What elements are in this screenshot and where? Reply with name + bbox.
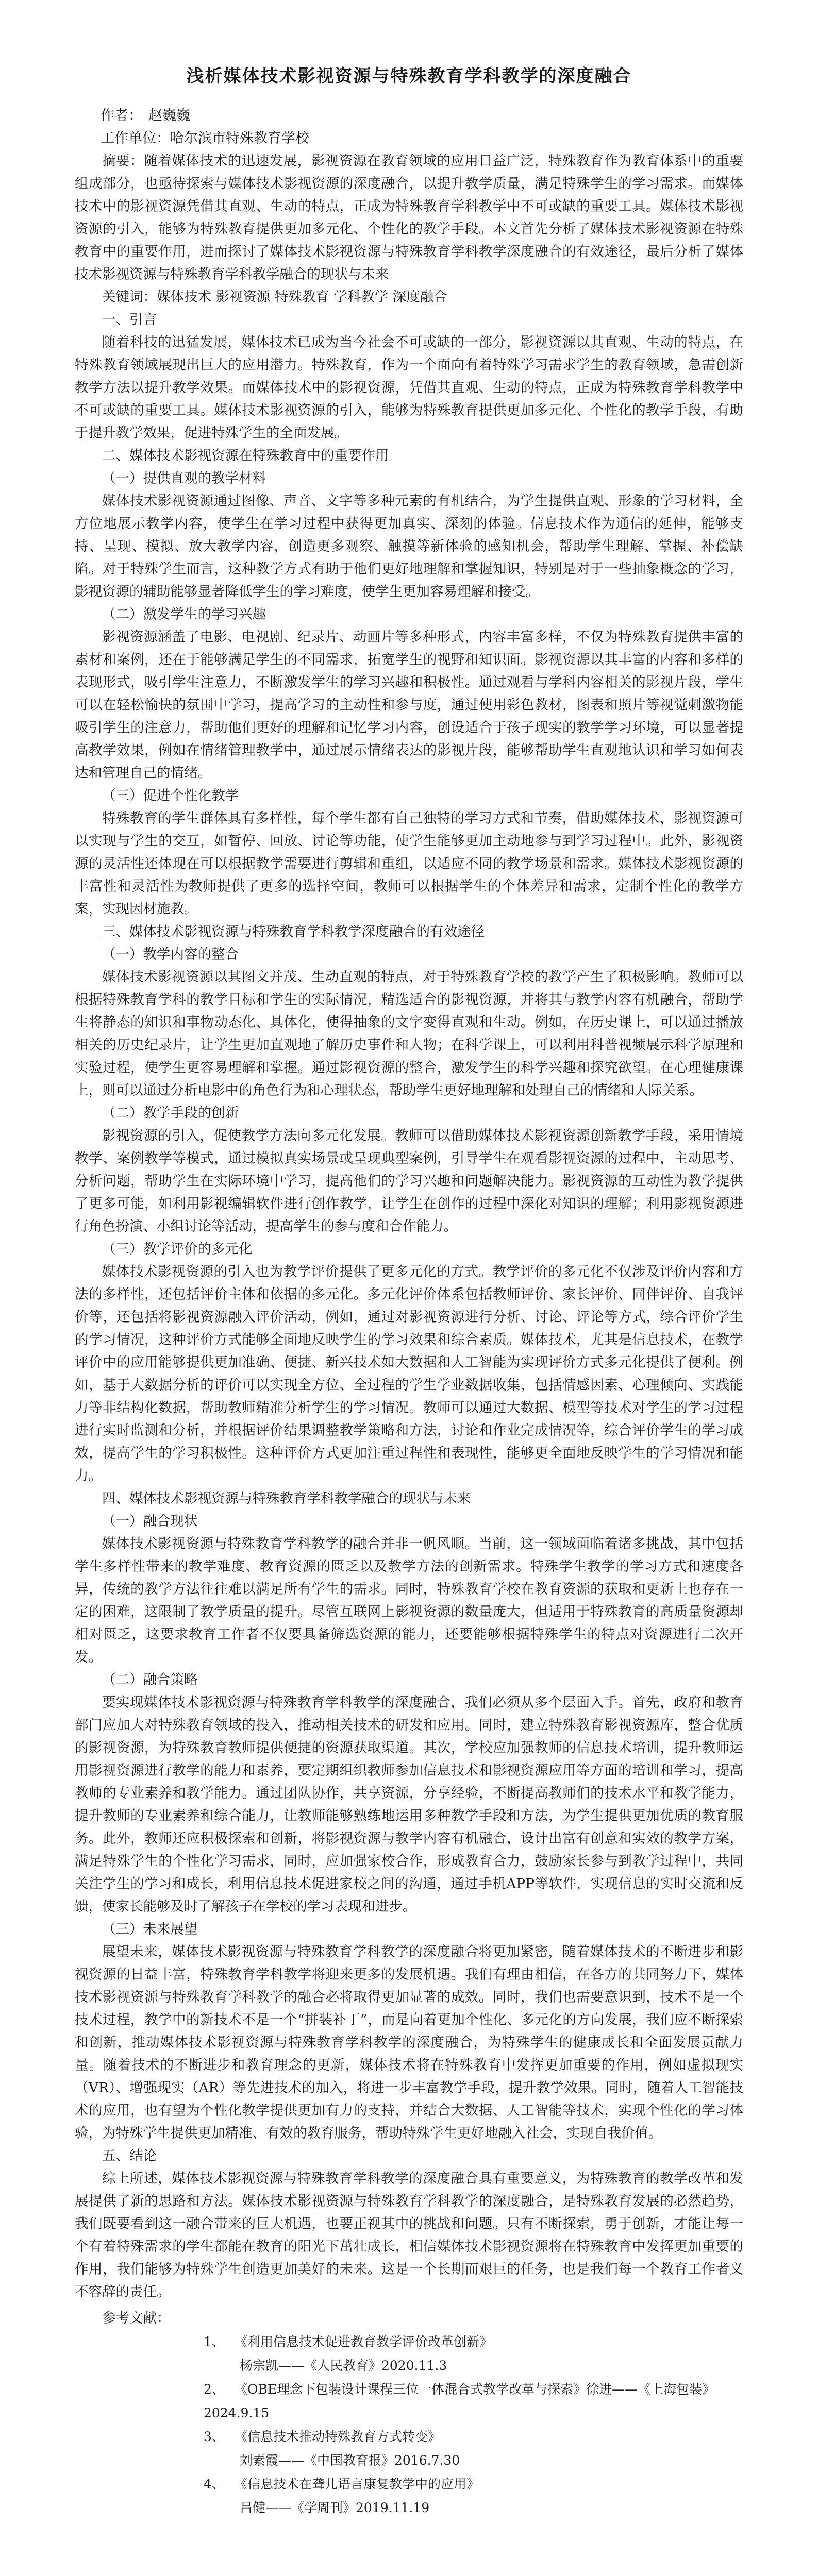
section-heading: 四、媒体技术影视资源与特殊教育学科教学融合的现状与未来 — [102, 1490, 471, 1506]
unit-name: 哈尔滨市特殊教育学校 — [170, 130, 309, 146]
body-paragraph: 媒体技术影视资源与特殊教育学科教学的融合并非一帆风顺。当前，这一领域面临着诸多挑战，其中包括学生多样性带来的教学难度、教育资源的匮乏以及教学方法的创新需求。特殊学生教学的学习方式和速度各异，传统的教学方法往往难以满足所有学生的需求。同时，特殊教育学校在教育资源的获取和更新上也存在一定的困难，这限制了教学质量的提升。尽管互联网上影视资源的数量庞大，但适用于特殊教育的高质量资源却相对匮乏，这要求教育工作者不仅要具备筛选资源的能力，还要能够根据特殊学生的特点对资源进行二次开发。 — [75, 1536, 743, 1665]
reference-source: 吕健——《学周刊》2019.11.19 — [240, 2500, 430, 2515]
subsection-heading: （一）教学内容的整合 — [102, 946, 239, 962]
author-name: 赵巍巍 — [148, 108, 190, 124]
page-title: 浅析媒体技术影视资源与特殊教育学科教学的深度融合 — [186, 66, 632, 87]
reference-number: 2、 — [204, 2382, 225, 2397]
reference-item — [75, 2378, 743, 2425]
abstract: 摘要：随着媒体技术的迅速发展，影视资源在教育领域的应用日益广泛，特殊教育作为教育体系中的重要组成部分，也亟待探索与媒体技术影视资源的深度融合，以提升教学质量，满足特殊学生的学习需求。而媒体技术中的影视资源凭借其直观、生动的特点，正成为特殊教育学科教学中不可或缺的重要工具。媒体技术影视资源的引入，能够为特殊教育提供更加多元化、个性化的教学手段。本文首先分析了媒体技术影视资源在特殊教育中的重要作用，进而探讨了媒体技术影视资源与特殊教育学科教学深度融合的有效途径，最后分析了媒体技术影视资源与特殊教育学科教学融合的现状与未来 — [75, 153, 743, 282]
body-paragraph: 媒体技术影视资源以其图文并茂、生动直观的特点，对于特殊教育学校的教学产生了积极影响。教师可以根据特殊教育学科的教学目标和学生的实际情况，精选适合的影视资源，并将其与教学内容有机融合，帮助学生将静态的知识和事物动态化、具体化，使得抽象的文字变得直观和生动。例如，在历史课上，可以通过播放相关的历史纪录片，让学生更加直观地了解历史事件和人物；在科学课上，可以利用科普视频展示科学原理和实验过程，使学生更容易理解和掌握。通过影视资源的整合，激发学生的科学兴趣和探究欲望。在心理健康课上，则可以通过分析电影中的角色行为和心理状态，帮助学生更好地理解和处理自己的情绪和人际关系。 — [75, 969, 743, 1098]
subsection-heading: （二）融合策略 — [102, 1672, 198, 1688]
reference-source: 杨宗凯——《人民教育》2020.11.3 — [240, 2358, 447, 2373]
subsection-heading: （三）促进个性化教学 — [102, 788, 239, 804]
section-heading: 五、结论 — [102, 2148, 157, 2164]
reference-item — [75, 2425, 743, 2472]
keywords: 关键词：媒体技术 影视资源 特殊教育 学科教学 深度融合 — [102, 289, 447, 305]
subsection-heading: （一）融合现状 — [102, 1513, 198, 1529]
reference-title: 《信息技术推动特殊教育方式转变》 — [235, 2429, 441, 2444]
section-heading: 二、媒体技术影视资源在特殊教育中的重要作用 — [102, 448, 389, 464]
reference-title: 《利用信息技术促进教育教学评价改革创新》 — [235, 2334, 493, 2349]
body-content — [75, 309, 743, 2303]
reference-number: 1、 — [204, 2334, 225, 2349]
body-paragraph: 随着科技的迅猛发展，媒体技术已成为当今社会不可或缺的一部分，影视资源以其直观、生动的特点，在特殊教育领域展现出巨大的应用潜力。特殊教育，作为一个面向有着特殊学习需求学生的教育领域，急需创新教学方法以提升教学效果。而媒体技术中的影视资源，凭借其直观、生动的特点，正成为特殊教育学科教学中不可或缺的重要工具。媒体技术影视资源的引入，能够为特殊教育提供更加多元化、个性化的教学手段，有助于提升教学效果，促进特殊学生的全面发展。 — [75, 334, 743, 441]
subsection-heading: （三）教学评价的多元化 — [102, 1241, 253, 1257]
body-paragraph: 综上所述，媒体技术影视资源与特殊教育学科教学的深度融合具有重要意义，为特殊教育的教学改革和发展提供了新的思路和方法。媒体技术影视资源与特殊教育学科教学的深度融合，是特殊教育发展的必然趋势，我们既要看到这一融合带来的巨大机遇，也要正视其中的挑战和问题。只有不断探索，勇于创新，才能让每一个有着特殊需求的学生都能在教育的阳光下茁壮成长，相信媒体技术影视资源将在特殊教育中发挥更加重要的作用，我们能够为特殊学生创造更加美好的未来。这是一个长期而艰巨的任务，也是我们每一个教育工作者义不容辞的责任。 — [75, 2171, 743, 2300]
reference-item — [75, 2330, 743, 2378]
section-heading: 一、引言 — [102, 312, 157, 328]
references-title: 参考文献： — [102, 2310, 171, 2326]
reference-title: 《OBE理念下包装设计课程三位一体混合式教学改革与探索》徐进——《上海包装》2024.9.15 — [204, 2382, 715, 2420]
reference-number: 3、 — [204, 2429, 225, 2444]
unit-label: 工作单位： — [101, 130, 170, 146]
body-paragraph: 特殊教育的学生群体具有多样性，每个学生都有自己独特的学习方式和节奏，借助媒体技术，影视资源可以实现与学生的交互，如暂停、回放、讨论等功能，使学生能够更加主动地参与到学习过程中。此外，影视资源的灵活性还体现在可以根据教学需要进行剪辑和重组，以适应不同的教学场景和需求。媒体技术影视资源的丰富性和灵活性为教师提供了更多的选择空间，教师可以根据学生的个体差异和需求，定制个性化的教学方案，实现因材施教。 — [75, 810, 743, 917]
reference-source: 刘素霞——《中国教育报》2016.7.30 — [240, 2453, 460, 2468]
reference-number: 4、 — [204, 2477, 225, 2492]
reference-list — [75, 2330, 743, 2520]
references — [75, 2307, 743, 2520]
reference-title: 《信息技术在聋儿语言康复教学中的应用》 — [235, 2477, 480, 2492]
subsection-heading: （二）教学手段的创新 — [102, 1105, 239, 1121]
body-paragraph: 影视资源的引入，促使教学方法向多元化发展。教师可以借助媒体技术影视资源创新教学手段，采用情境教学、案例教学等模式，通过模拟真实场景或呈现典型案例，引导学生在观看影视资源的过程中，主动思考、分析问题，帮助学生在实际环境中学习，提高他们的学习兴趣和问题解决能力。影视资源的互动性为教学提供了更多可能，如利用影视编辑软件进行创作教学，让学生在创作的过程中深化对知识的理解；利用影视资源进行角色扮演、小组讨论等活动，提高学生的参与度和合作能力。 — [75, 1128, 743, 1234]
body-paragraph: 媒体技术影视资源的引入也为教学评价提供了更多元化的方式。教学评价的多元化不仅涉及评价内容和方法的多样性，还包括评价主体和依据的多元化。多元化评价体系包括教师评价、家长评价、同伴评价、自我评价等，还包括将影视资源融入评价活动，例如，通过对影视资源进行分析、讨论、评论等方式，综合评价学生的学习情况，这种评价方式能够全面地反映学生的学习效果和综合素质。媒体技术，尤其是信息技术，在教学评价中的应用能够提供更加准确、便捷、新兴技术如大数据和人工智能为实现评价方式多元化提供了便利。例如，基于大数据分析的评价可以实现全方位、全过程的学生学业数据收集，包括情感因素、心理倾向、实践能力等非结构化数据，帮助教师精准分析学生的学习情况。教师可以通过大数据、模型等技术对学生的学习过程进行实时监测和分析，并根据评价结果调整教学策略和方法，讨论和作业完成情况等，综合评价学生的学习成效，提高学生的学习积极性。这种评价方式更加注重过程性和表现性，能够更全面地反映学生的学习情况和能力。 — [75, 1264, 743, 1484]
subsection-heading: （二）激发学生的学习兴趣 — [102, 606, 266, 622]
subsection-heading: （三）未来展望 — [102, 1921, 198, 1937]
subsection-heading: （一）提供直观的教学材料 — [102, 470, 266, 486]
author-line — [101, 105, 743, 127]
reference-item — [75, 2472, 743, 2520]
body-paragraph: 展望未来，媒体技术影视资源与特殊教育学科教学的深度融合将更加紧密，随着媒体技术的不断进步和影视资源的日益丰富，特殊教育学科教学将迎来更多的发展机遇。我们有理由相信，在各方的共同努力下，媒体技术影视资源与特殊教育学科教学的融合必将取得更加显著的成效。同时，我们也需要意识到，技术不是一个技术过程，教学中的新技术不是一个“拼装补丁”，而是向着更加个性化、多元化的方向发展，我们应不断探索和创新，推动媒体技术影视资源与特殊教育学科教学的深度融合，为特殊学生的健康成长和全面发展贡献力量。随着技术的不断进步和教育理念的更新，媒体技术将在特殊教育中发挥更加重要的作用，例如虚拟现实（VR）、增强现实（AR）等先进技术的加入，将进一步丰富教学手段，提升教学效果。同时，随着人工智能技术的应用，也有望为个性化教学提供更加有力的支持，并结合大数据、人工智能等技术，实现个性化的学习体验，为特殊学生提供更加精准、有效的教育服务，帮助特殊学生更好地融入社会，实现自我价值。 — [75, 1944, 743, 2141]
body-paragraph: 影视资源涵盖了电影、电视剧、纪录片、动画片等多种形式，内容丰富多样，不仅为特殊教育提供丰富的素材和案例，还在于能够满足学生的不同需求，拓宽学生的视野和知识面。影视资源以其丰富的内容和多样的表现形式，吸引学生注意力，不断激发学生的学习兴趣和积极性。通过观看与学科内容相关的影视片段，学生可以在轻松愉快的氛围中学习，提高学习的主动性和参与度，通过使用彩色教材，图表和照片等视觉刺激物能吸引学生的注意力，帮助他们更好的理解和记忆学习内容，创设适合于孩子现实的教学学习环境，可以显著提高教学效果，例如在情绪管理教学中，通过展示情绪表达的影视片段，能够帮助学生直观地认识和学习如何表达和管理自己的情绪。 — [75, 629, 743, 781]
unit-line — [101, 127, 743, 150]
body-paragraph: 要实现媒体技术影视资源与特殊教育学科教学的深度融合，我们必须从多个层面入手。首先，政府和教育部门应加大对特殊教育领域的投入，推动相关技术的研发和应用。同时，建立特殊教育影视资源库，整合优质的影视资源，为特殊教育教师提供便捷的资源获取渠道。其次，学校应加强教师的信息技术培训，提升教师运用影视资源进行教学的能力和素养，要定期组织教师参加信息技术和影视资源应用等方面的培训和学习，提高教师的专业素养和教学能力。通过团队协作，共享资源，分享经验，不断提高教师们的技术水平和教学能力，提升教师的专业素养和综合能力，让教师能够熟练地运用多种教学手段和方法，为学生提供更加优质的教育服务。此外，教师还应积极探索和创新，将影视资源与教学内容有机融合，设计出富有创意和实效的教学方案，满足特殊学生的个性化学习需求，同时，应加强家校合作，形成教育合力，鼓励家长参与到教学过程中，共同关注学生的学习和成长，利用信息技术促进家校之间的沟通，通过手机APP等软件，实现信息的实时交流和反馈，使家长能够及时了解孩子在学校的学习表现和进步。 — [75, 1694, 743, 1914]
body-paragraph: 媒体技术影视资源通过图像、声音、文字等多种元素的有机结合，为学生提供直观、形象的学习材料，全方位地展示教学内容，使学生在学习过程中获得更加真实、深刻的体验。信息技术作为通信的延伸，能够支持、呈现、模拟、放大教学内容，创造更多观察、触摸等新体验的感知机会，帮助学生理解、掌握、补偿缺陷。对于特殊学生而言，这种教学方式有助于他们更好地理解和掌握知识，特别是对于一些抽象概念的学习，影视资源的辅助能够显著降低学生的学习难度，使学生更加容易理解和接受。 — [75, 493, 743, 600]
author-label: 作者： — [101, 108, 142, 124]
section-heading: 三、媒体技术影视资源与特殊教育学科教学深度融合的有效途径 — [102, 924, 485, 940]
